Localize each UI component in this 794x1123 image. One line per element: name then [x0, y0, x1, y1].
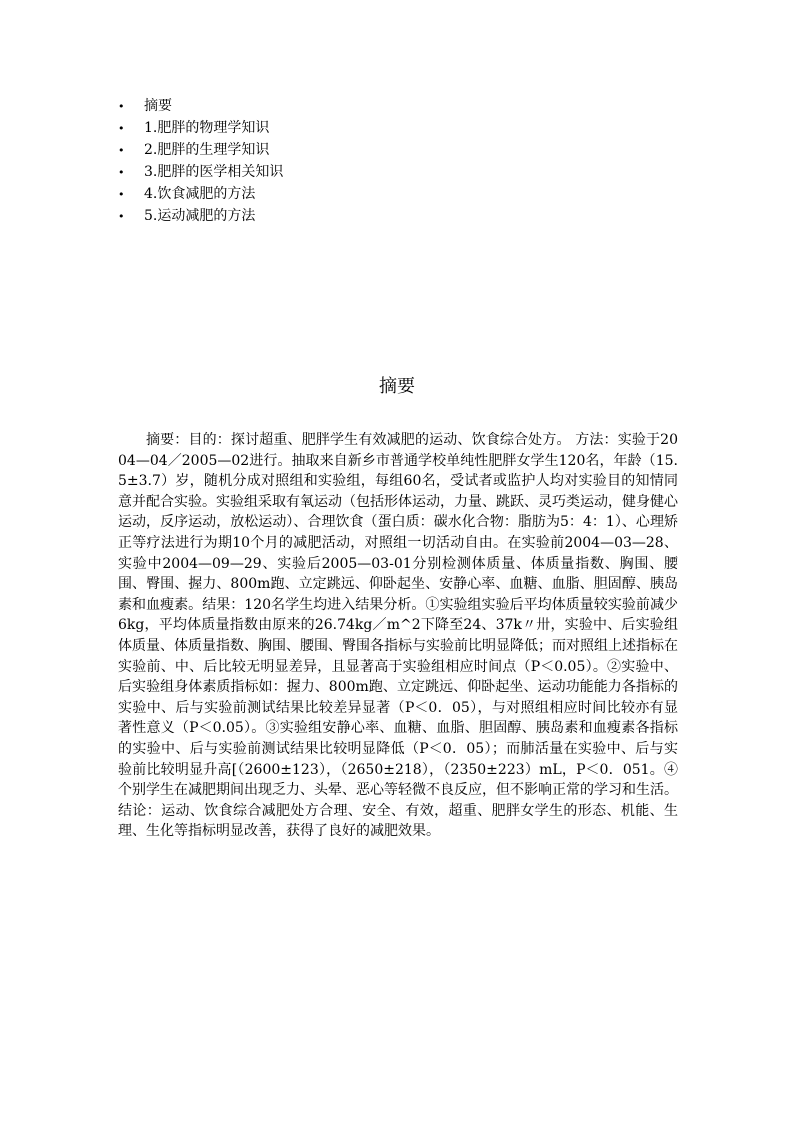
toc-item[interactable]: [118, 95, 283, 117]
bullet-icon: •: [118, 122, 125, 135]
section-title: 摘要: [379, 376, 415, 397]
bullet-icon: •: [118, 144, 125, 157]
toc-item-label: 1.肥胖的物理学知识: [144, 120, 270, 136]
toc-item[interactable]: [118, 117, 283, 139]
toc-item-label: 2.肥胖的生理学知识: [144, 142, 270, 158]
table-of-contents: [118, 95, 283, 227]
bullet-icon: •: [118, 188, 125, 201]
bullet-icon: •: [118, 100, 125, 113]
bullet-icon: •: [118, 210, 125, 223]
toc-item[interactable]: [118, 139, 283, 161]
toc-item-label: 摘要: [144, 98, 172, 114]
toc-item[interactable]: [118, 183, 283, 205]
abstract-body: 摘要：目的：探讨超重、肥胖学生有效减肥的运动、饮食综合处方。 方法：实验于2004—04／2005—02进行。抽取来自新乡市普通学校单纯性肥胖女学生120名，年龄（15.5±3.7）岁，随机分成对照组和实验组，每组60名，受试者或监护人均对实验目的知情同意并配合实验。实验组采取有氧运动（包括形体运动，力量、跳跃、灵巧类运动，健身健心运动，反序运动，放松运动）、合理饮食（蛋白质：碳水化合物：脂肪为5：4：1）、心理矫正等疗法进行为期10个月的减肥活动，对照组一切活动自由。在实验前2004—03—28、实验中2004—09—29、实验后2005—03-01分别检测体质量、体质量指数、胸围、腰围、臀围、握力、800m跑、立定跳远、仰卧起坐、安静心率、血糖、血脂、胆固醇、胰岛素和血瘦素。结果：120名学生均进入结果分析。①实验组实验后平均体质量较实验前减少6kg，平均体质量指数由原来的26.74kg／m^2下降至24、37k〃卅，实验中、后实验组体质量、体质量指数、胸围、腰围、臀围各指标与实验前比明显降低；而对照组上述指标在实验前、中、后比较无明显差异，且显著高于实验组相应时间点（P＜0.05）。②实验中、后实验组身体素质指标如：握力、800m跑、立定跳远、仰卧起坐、运动功能能力各指标的实验中、后与实验前测试结果比较差异显著（P＜0．05），与对照组相应时间比较亦有显著性意义（P＜0.05）。③实验组安静心率、血糖、血脂、胆固醇、胰岛素和血瘦素各指标的实验中、后与实验前测试结果比较明显降低（P＜0．05）；而肺活量在实验中、后与实验前比较明显升高[（2600±123），（2650±218），（2350±223）mL，P＜0．051。④个别学生在减肥期间出现乏力、头晕、恶心等轻微不良反应，但不影响正常的学习和生活。 结论：运动、饮食综合减肥处方合理、安全、有效，超重、肥胖女学生的形态、机能、生理、生化等指标明显改善，获得了良好的减肥效果。: [118, 432, 678, 840]
toc-item[interactable]: [118, 161, 283, 183]
toc-item-label: 3.肥胖的医学相关知识: [144, 164, 284, 180]
toc-item-label: 4.饮食减肥的方法: [144, 186, 256, 202]
toc-item[interactable]: [118, 205, 283, 227]
bullet-icon: •: [118, 166, 125, 179]
toc-item-label: 5.运动减肥的方法: [144, 208, 256, 224]
